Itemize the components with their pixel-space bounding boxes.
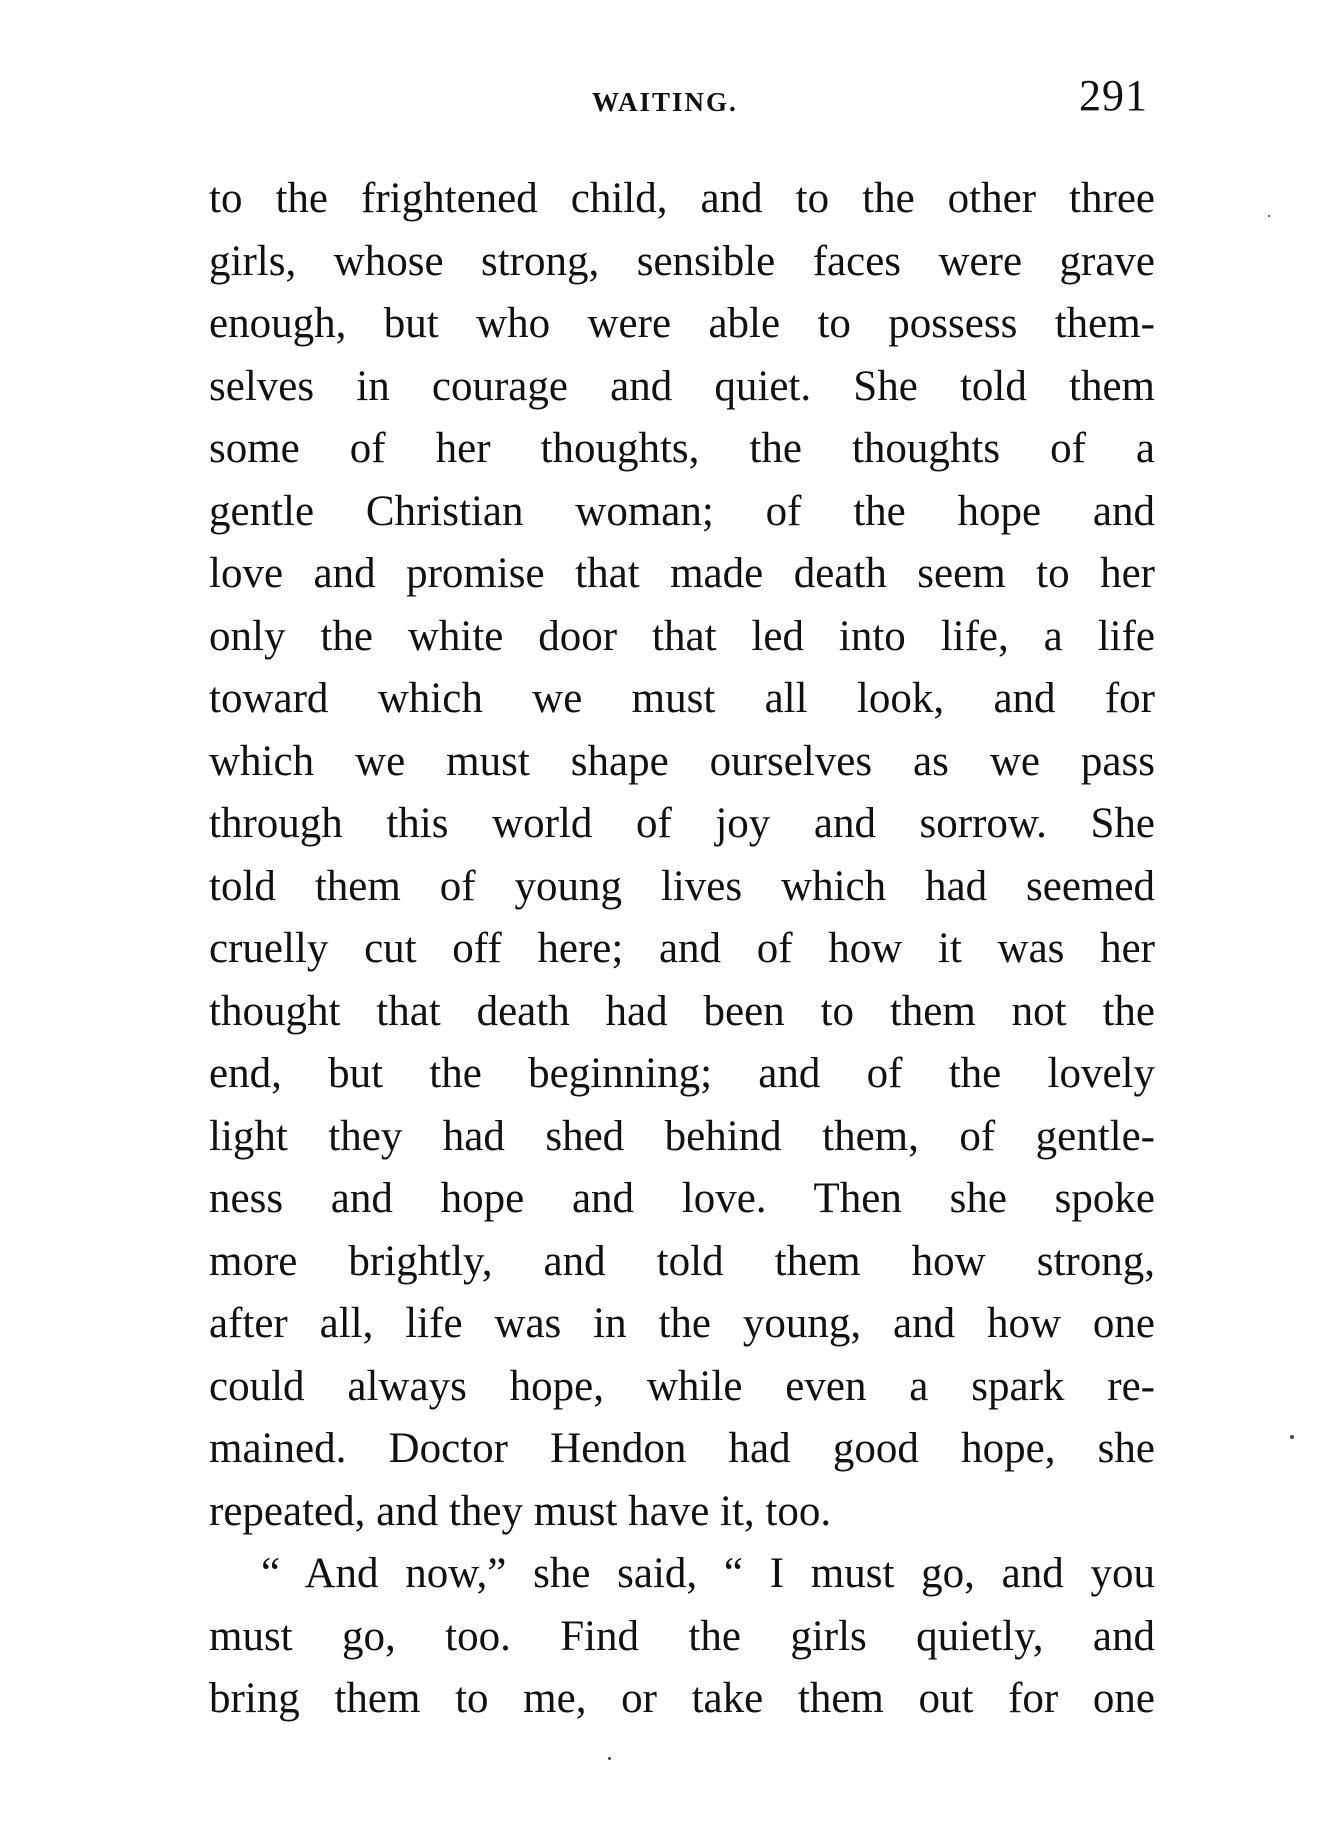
running-head xyxy=(0,70,1336,130)
text-line: ness and hope and love. Then she spoke xyxy=(209,1175,1155,1222)
text-line: end, but the beginning; and of the lovely xyxy=(209,1050,1155,1097)
body-text xyxy=(209,168,1155,1731)
text-line: told them of young lives which had seemed xyxy=(209,862,1155,910)
text-line: enough, but who were able to possess them- xyxy=(209,300,1155,347)
text-line: selves in courage and quiet. She told them xyxy=(209,362,1155,410)
text-line: to the frightened child, and to the other three xyxy=(209,175,1155,222)
text-line: cruelly cut off here; and of how it was her xyxy=(209,925,1155,972)
text-line-paragraph-end: repeated, and they must have it, too. xyxy=(209,1487,832,1535)
scan-speck xyxy=(1290,1435,1294,1439)
text-line: girls, whose strong, sensible faces were grave xyxy=(209,237,1155,285)
text-line: thought that death had been to them not the xyxy=(209,987,1155,1035)
text-line: some of her thoughts, the thoughts of a xyxy=(209,425,1155,472)
text-line: gentle Christian woman; of the hope and xyxy=(209,487,1155,535)
text-line: through this world of joy and sorrow. She xyxy=(209,800,1155,847)
text-line: love and promise that made death seem to her xyxy=(209,550,1155,597)
text-line: could always hope, while even a spark re- xyxy=(209,1362,1155,1410)
text-line: bring them to me, or take them out for one xyxy=(209,1675,1155,1722)
text-line: light they had shed behind them, of gentle- xyxy=(209,1112,1155,1160)
text-line: after all, life was in the young, and how one xyxy=(209,1300,1155,1347)
text-line: must go, too. Find the girls quietly, and xyxy=(209,1612,1155,1660)
text-line-paragraph-start: “ And now,” she said, “ I must go, and you xyxy=(261,1550,1155,1597)
text-line: toward which we must all look, and for xyxy=(209,675,1155,722)
scan-speck xyxy=(1268,215,1270,217)
text-line: more brightly, and told them how strong, xyxy=(209,1237,1155,1285)
text-line: only the white door that led into life, a life xyxy=(209,612,1155,660)
text-line: which we must shape ourselves as we pass xyxy=(209,737,1155,785)
text-line: mained. Doctor Hendon had good hope, she xyxy=(209,1425,1155,1472)
page-number: 291 xyxy=(1079,71,1148,120)
running-title: WAITING. xyxy=(592,87,738,117)
scan-speck xyxy=(608,1757,611,1760)
